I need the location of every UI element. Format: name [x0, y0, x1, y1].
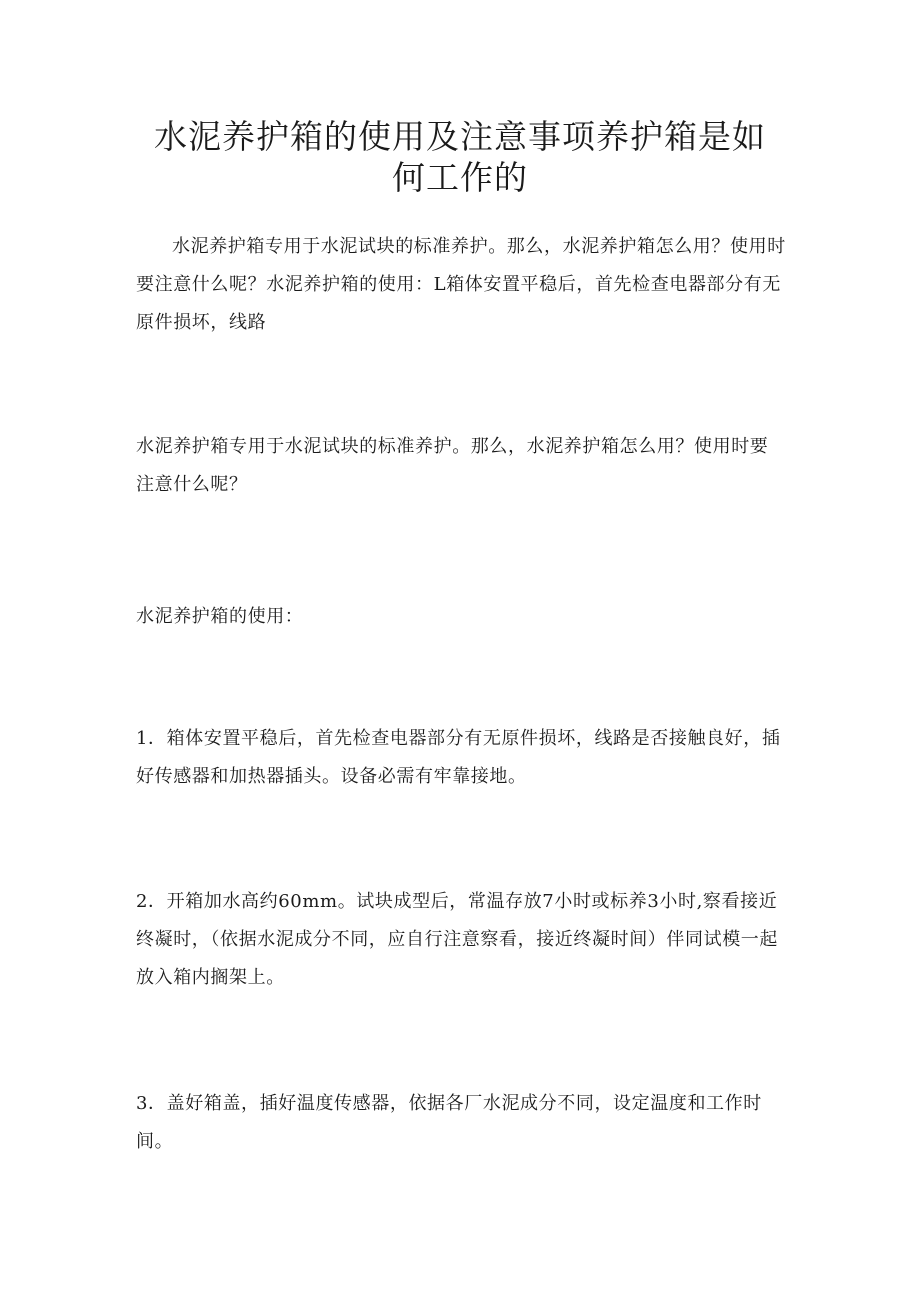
step-3-paragraph: 3．盖好箱盖，插好温度传感器，依据各厂水泥成分不同，设定温度和工作时间。: [136, 1093, 762, 1152]
usage-heading: 水泥养护箱的使用：: [136, 606, 304, 627]
step-1-paragraph: 1．箱体安置平稳后，首先检查电器部分有无原件损坏，线路是否接触良好，插好传感器和加热器插头。设备必需有牢靠接地。: [136, 728, 781, 787]
document-title: 水泥养护箱的使用及注意事项养护箱是如何工作的: [154, 117, 766, 197]
step-2-paragraph: 2．开箱加水高约60mm。试块成型后，常温存放7小时或标养3小时,察看接近终凝时，（依据水泥成分不同，应自行注意察看，接近终凝时间）伴同试模一起放入箱内搁架上。: [136, 891, 778, 988]
intro-paragraph: 水泥养护箱专用于水泥试块的标准养护。那么，水泥养护箱怎么用？使用时要注意什么呢？水泥养护箱的使用：L箱体安置平稳后，首先检查电器部分有无原件损坏，线路: [136, 236, 786, 333]
summary-paragraph: 水泥养护箱专用于水泥试块的标准养护。那么，水泥养护箱怎么用？使用时要注意什么呢？: [136, 436, 769, 495]
